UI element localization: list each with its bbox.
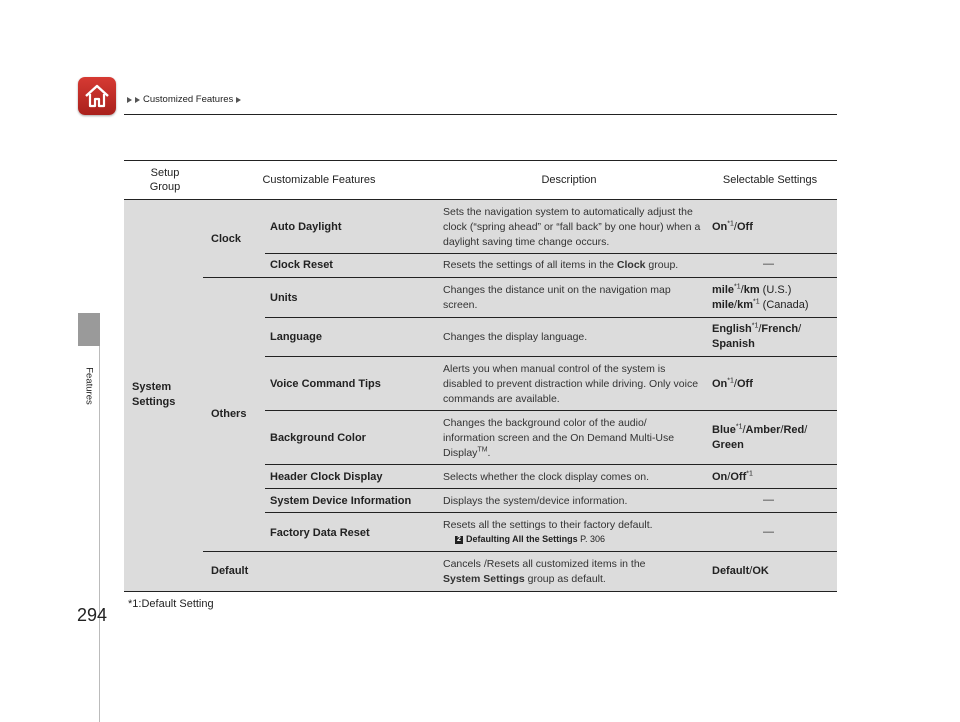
settings-units-us: [712, 283, 791, 298]
subgroup-default: Default: [211, 565, 249, 577]
separator: /: [798, 323, 802, 335]
row-divider: [265, 410, 837, 411]
default-marker: *1: [727, 220, 734, 228]
settings-background-color-line1: [712, 423, 807, 438]
description-bold: System Settings: [443, 573, 525, 585]
separator: /: [758, 323, 762, 335]
description-units: Changes the distance unit on the navigation map screen.: [443, 284, 671, 311]
default-marker: *1: [735, 423, 743, 431]
row-divider: [265, 253, 837, 254]
feature-header-clock-display: Header Clock Display: [270, 471, 383, 483]
table-top-rule: [124, 160, 837, 161]
settings-background-color-line2: [712, 438, 744, 453]
setting-green: Green: [712, 439, 744, 451]
setting-english: English: [712, 323, 752, 335]
feature-auto-daylight: Auto Daylight: [270, 221, 342, 233]
subgroup-clock: Clock: [211, 233, 241, 245]
row-divider: [265, 356, 837, 357]
description-language: Changes the display language.: [443, 331, 588, 343]
setting-blue: Blue: [712, 424, 736, 436]
separator: /: [733, 221, 737, 233]
separator: /: [749, 565, 753, 577]
setting-off: Off: [730, 471, 747, 483]
setting-red: Red: [783, 424, 805, 436]
separator: /: [727, 471, 731, 483]
description-system-device-information: Displays the system/device information.: [443, 495, 628, 507]
description-factory-data-reset: Resets all the settings to their factory default.: [443, 519, 653, 531]
header-description: Description: [541, 174, 597, 186]
description-text: .: [487, 447, 491, 459]
description-text: Changes the background color of the audio/ information screen and the On Demand Multi-Use Display: [443, 417, 675, 459]
description-text: Resets the settings of all items in the: [443, 259, 617, 271]
setting-km: km: [743, 284, 760, 296]
page-number: 294: [77, 605, 108, 625]
settings-clock-reset: —: [763, 258, 774, 270]
row-divider: [203, 551, 837, 552]
setting-ok: OK: [752, 565, 769, 577]
breadcrumb: [127, 94, 241, 105]
row-divider: [265, 317, 837, 318]
group-system-settings: System Settings: [132, 381, 176, 408]
feature-background-color: Background Color: [270, 432, 366, 444]
row-divider: [265, 512, 837, 513]
row-divider: [265, 488, 837, 489]
setting-mile: mile: [712, 284, 735, 296]
setting-km: km: [737, 299, 753, 311]
setting-off: Off: [736, 378, 753, 390]
settings-system-device-information: —: [763, 494, 774, 506]
default-marker: *1: [746, 470, 753, 478]
settings-language-line1: [712, 322, 801, 337]
header-rule: [124, 114, 837, 115]
feature-system-device-information: System Device Information: [270, 495, 412, 507]
description-clock-reset: [443, 258, 678, 273]
settings-units-canada: [712, 298, 809, 313]
feature-units: Units: [270, 292, 298, 304]
settings-header-clock-display: [712, 470, 753, 485]
feature-clock-reset: Clock Reset: [270, 259, 333, 271]
feature-factory-data-reset: Factory Data Reset: [270, 527, 370, 539]
description-default-line2: [443, 572, 606, 587]
trademark-mark: TM: [477, 446, 488, 454]
table-header-rule: [124, 199, 837, 200]
description-default-line1: Cancels /Resets all customized items in the: [443, 558, 646, 570]
cross-reference-link[interactable]: [455, 534, 605, 544]
setting-french: French: [761, 323, 799, 335]
setting-on: On: [712, 471, 728, 483]
header-customizable-features: Customizable Features: [262, 174, 376, 186]
description-text: group as default.: [524, 573, 606, 585]
region-label: (Canada): [759, 299, 809, 311]
breadcrumb-arrow-icon: [127, 97, 132, 103]
reference-arrow-icon: 2: [455, 536, 463, 544]
header-setup-group: Setup Group: [149, 167, 181, 193]
separator: /: [780, 424, 784, 436]
footnote: *1:Default Setting: [128, 598, 214, 610]
feature-language: Language: [270, 331, 322, 343]
home-icon: [83, 82, 111, 110]
separator: /: [733, 378, 737, 390]
subgroup-others: Others: [211, 408, 247, 420]
feature-voice-command-tips: Voice Command Tips: [270, 378, 381, 390]
breadcrumb-arrow-icon: [236, 97, 241, 103]
setting-default: Default: [712, 565, 750, 577]
row-divider: [203, 277, 837, 278]
separator: /: [734, 299, 738, 311]
description-text: group.: [645, 259, 679, 271]
settings-default: [712, 564, 769, 579]
description-header-clock-display: Selects whether the clock display comes on.: [443, 471, 650, 483]
region-label: (U.S.): [759, 284, 792, 296]
settings-voice-command-tips: [712, 377, 753, 392]
settings-language-line2: [712, 337, 755, 352]
description-bold: Clock: [616, 259, 646, 271]
default-marker: *1: [727, 377, 734, 385]
breadcrumb-section[interactable]: Customized Features: [143, 94, 234, 105]
default-marker: *1: [752, 298, 760, 306]
separator: /: [742, 424, 746, 436]
breadcrumb-arrow-icon: [135, 97, 140, 103]
settings-auto-daylight: [712, 220, 753, 235]
side-tab-marker[interactable]: [78, 313, 100, 346]
side-tab-label: Features: [83, 367, 95, 405]
setting-mile: mile: [712, 299, 735, 311]
default-marker: *1: [734, 283, 741, 291]
default-marker: *1: [751, 322, 759, 330]
setting-on: On: [712, 378, 728, 390]
description-voice-command-tips: Alerts you when manual control of the system is disabled to prevent distraction while driving. Only voice commands are available.: [443, 363, 699, 405]
side-tab-rule: [99, 346, 100, 722]
separator: /: [740, 284, 744, 296]
separator: /: [804, 424, 808, 436]
description-auto-daylight: Sets the navigation system to automatically adjust the clock (“spring ahead” or “fall back” by one hour) when a daylight saving time change occurs.: [443, 206, 701, 248]
setting-on: On: [712, 221, 728, 233]
settings-factory-data-reset: —: [763, 526, 774, 538]
row-divider: [265, 464, 837, 465]
header-selectable-settings: Selectable Settings: [722, 174, 818, 186]
setting-spanish: Spanish: [712, 338, 755, 350]
setting-amber: Amber: [745, 424, 781, 436]
description-background-color: [443, 416, 698, 461]
home-button[interactable]: [78, 77, 116, 115]
reference-title: Defaulting All the Settings: [466, 534, 578, 544]
reference-page: P. 306: [577, 534, 606, 544]
setting-off: Off: [736, 221, 753, 233]
